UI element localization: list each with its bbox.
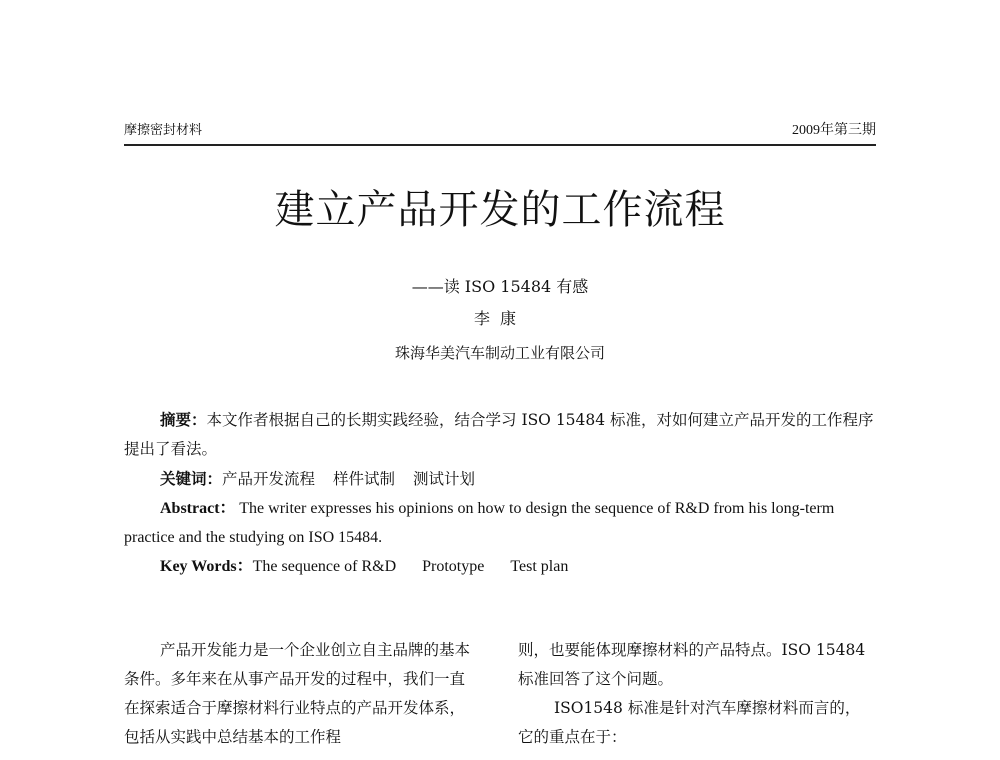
article-title: 建立产品开发的工作流程 xyxy=(274,187,726,233)
abstract-section xyxy=(124,405,876,581)
journal-name: 摩擦密封材料 xyxy=(124,123,203,138)
author-name: 李康 xyxy=(473,309,526,328)
abstract-en-text: The writer expresses his opinions on how to design the sequence of R&D from his long-term practice and the studying on ISO 15484. xyxy=(124,500,835,546)
issue-number: 2009年第三期 xyxy=(792,123,876,138)
keyword-cn-item: 样件试制 xyxy=(333,470,396,488)
keyword-en-item: Test plan xyxy=(510,558,569,575)
abstract-cn xyxy=(124,405,876,464)
keyword-en-item: Prototype xyxy=(422,558,485,575)
keyword-cn-item: 测试计划 xyxy=(413,470,476,488)
body-paragraph: 则，也要能体现摩擦材料的产品特点。ISO 15484 标准回答了这个问题。 xyxy=(518,641,866,688)
keyword-cn-item: 产品开发流程 xyxy=(222,470,316,488)
abstract-cn-text: 本文作者根据自己的长期实践经验，结合学习 ISO 15484 标准，对如何建立产品开发的工作程序提出了看法。 xyxy=(124,411,874,458)
body-left-column xyxy=(124,636,480,752)
running-header xyxy=(124,120,876,146)
abstract-en-label: Abstract： xyxy=(160,500,236,517)
keyword-en-item: The sequence of R&D xyxy=(252,558,397,575)
abstract-cn-label: 摘要： xyxy=(160,410,207,429)
keywords-cn-label: 关键词： xyxy=(160,469,223,488)
body-paragraph: ISO1548 标准是针对汽车摩擦材料而言的，它的重点在于： xyxy=(518,699,861,746)
author-affiliation: 珠海华美汽车制动工业有限公司 xyxy=(394,344,605,362)
abstract-en xyxy=(124,494,876,552)
keywords-cn xyxy=(124,464,876,494)
article-subtitle: ——读 ISO 15484 有感 xyxy=(411,277,589,296)
keywords-en xyxy=(124,552,876,581)
keywords-en-label: Key Words： xyxy=(160,558,253,575)
body-paragraph: 产品开发能力是一个企业创立自主品牌的基本条件。多年来在从事产品开发的过程中，我们一直在探索适合于摩擦材料行业特点的产品开发体系，包括从实践中总结基本的工作程 xyxy=(124,641,471,746)
body-right-column xyxy=(518,636,874,752)
